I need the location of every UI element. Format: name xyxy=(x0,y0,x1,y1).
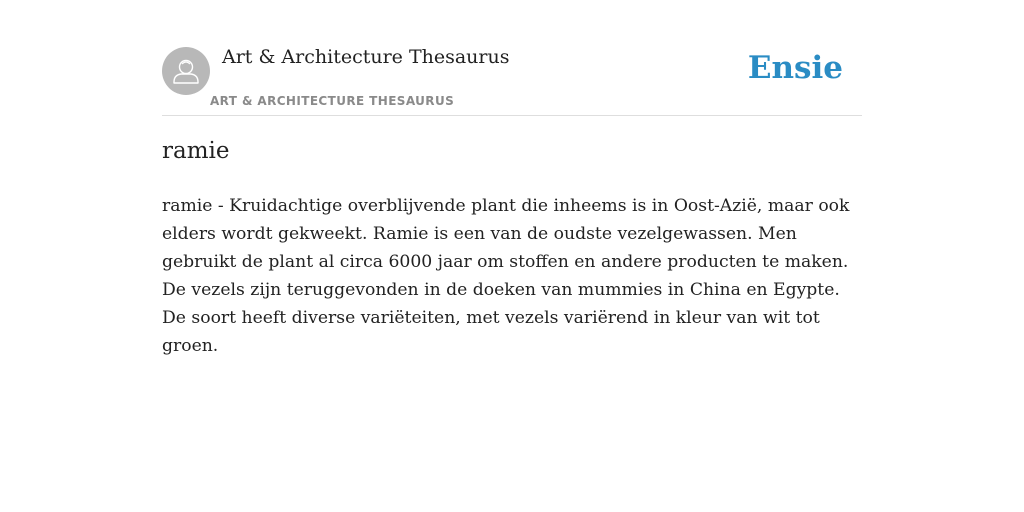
article-body: ramie - Kruidachtige overblijvende plant die inheems is in Oost-Azië, maar ook elders wordt gekweekt. Ramie is een van de oudste vezelgewassen. Men gebruikt de plant al circa 6000 jaar om stoffen en andere producten te maken. De vezels zijn teruggevonden in de doeken van mummies in China en Egypte. De soort heeft diverse variëteiten, met vezels variërend in kleur van wit tot groen. xyxy=(162,196,850,356)
ensie-logo[interactable]: Ensie xyxy=(747,50,843,86)
article-title: ramie xyxy=(162,138,230,164)
user-placeholder-icon xyxy=(162,47,210,95)
author-subtitle: ART & ARCHITECTURE THESAURUS xyxy=(210,94,455,108)
user-avatar-icon[interactable] xyxy=(162,47,210,95)
author-name-link[interactable]: Art & Architecture Thesaurus xyxy=(222,46,510,68)
header xyxy=(162,40,862,116)
